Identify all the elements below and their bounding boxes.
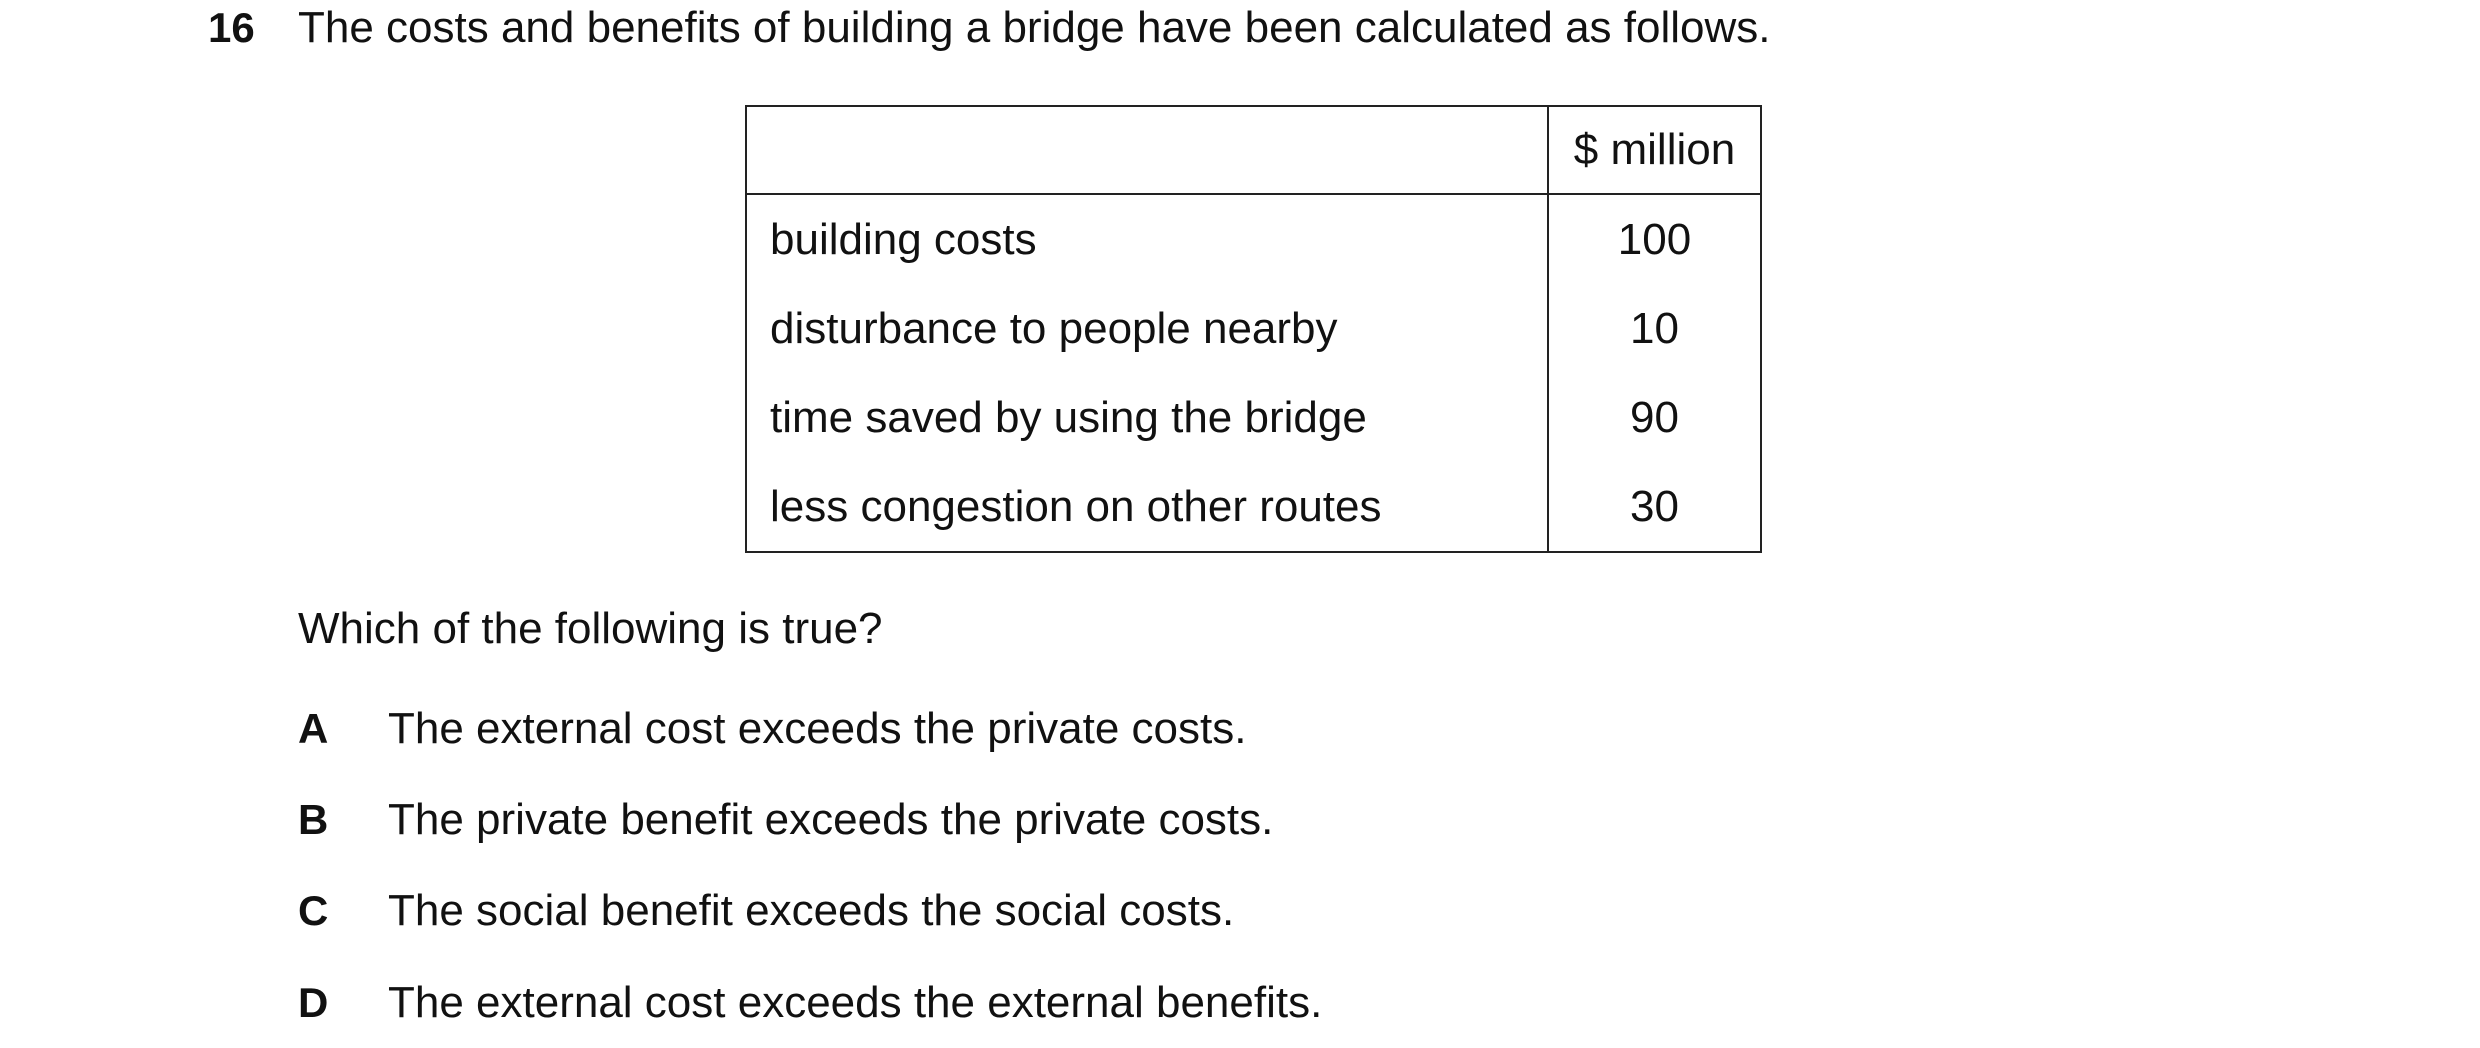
option-text: The external cost exceeds the private costs. [388, 704, 1247, 753]
row-value: 30 [1630, 481, 1679, 531]
row-label: less congestion on other routes [746, 462, 1548, 552]
table-row [746, 284, 1761, 373]
option-text: The private benefit exceeds the private costs. [388, 795, 1274, 844]
table-header-unit: $ million [1548, 106, 1761, 194]
row-value: 100 [1617, 214, 1692, 264]
option-letter: C [298, 887, 329, 934]
table-header-label [746, 106, 1548, 194]
table-row [746, 373, 1761, 462]
option-letter: D [298, 979, 329, 1026]
table-row [746, 194, 1761, 284]
question-prompt: Which of the following is true? [298, 604, 883, 653]
question-number: 16 [208, 4, 255, 51]
row-value: 90 [1630, 392, 1679, 442]
row-label: disturbance to people nearby [746, 284, 1548, 373]
table-row [746, 462, 1761, 552]
row-value: 10 [1630, 303, 1679, 353]
option-letter: B [298, 796, 329, 843]
row-label: building costs [746, 194, 1548, 284]
option-letter: A [298, 705, 329, 752]
cost-benefit-table [745, 105, 1762, 553]
question-text: The costs and benefits of building a bridge have been calculated as follows. [298, 3, 1771, 52]
row-label: time saved by using the bridge [746, 373, 1548, 462]
table-header-row [746, 106, 1761, 194]
option-text: The social benefit exceeds the social costs. [388, 886, 1235, 935]
option-text: The external cost exceeds the external benefits. [388, 978, 1323, 1027]
